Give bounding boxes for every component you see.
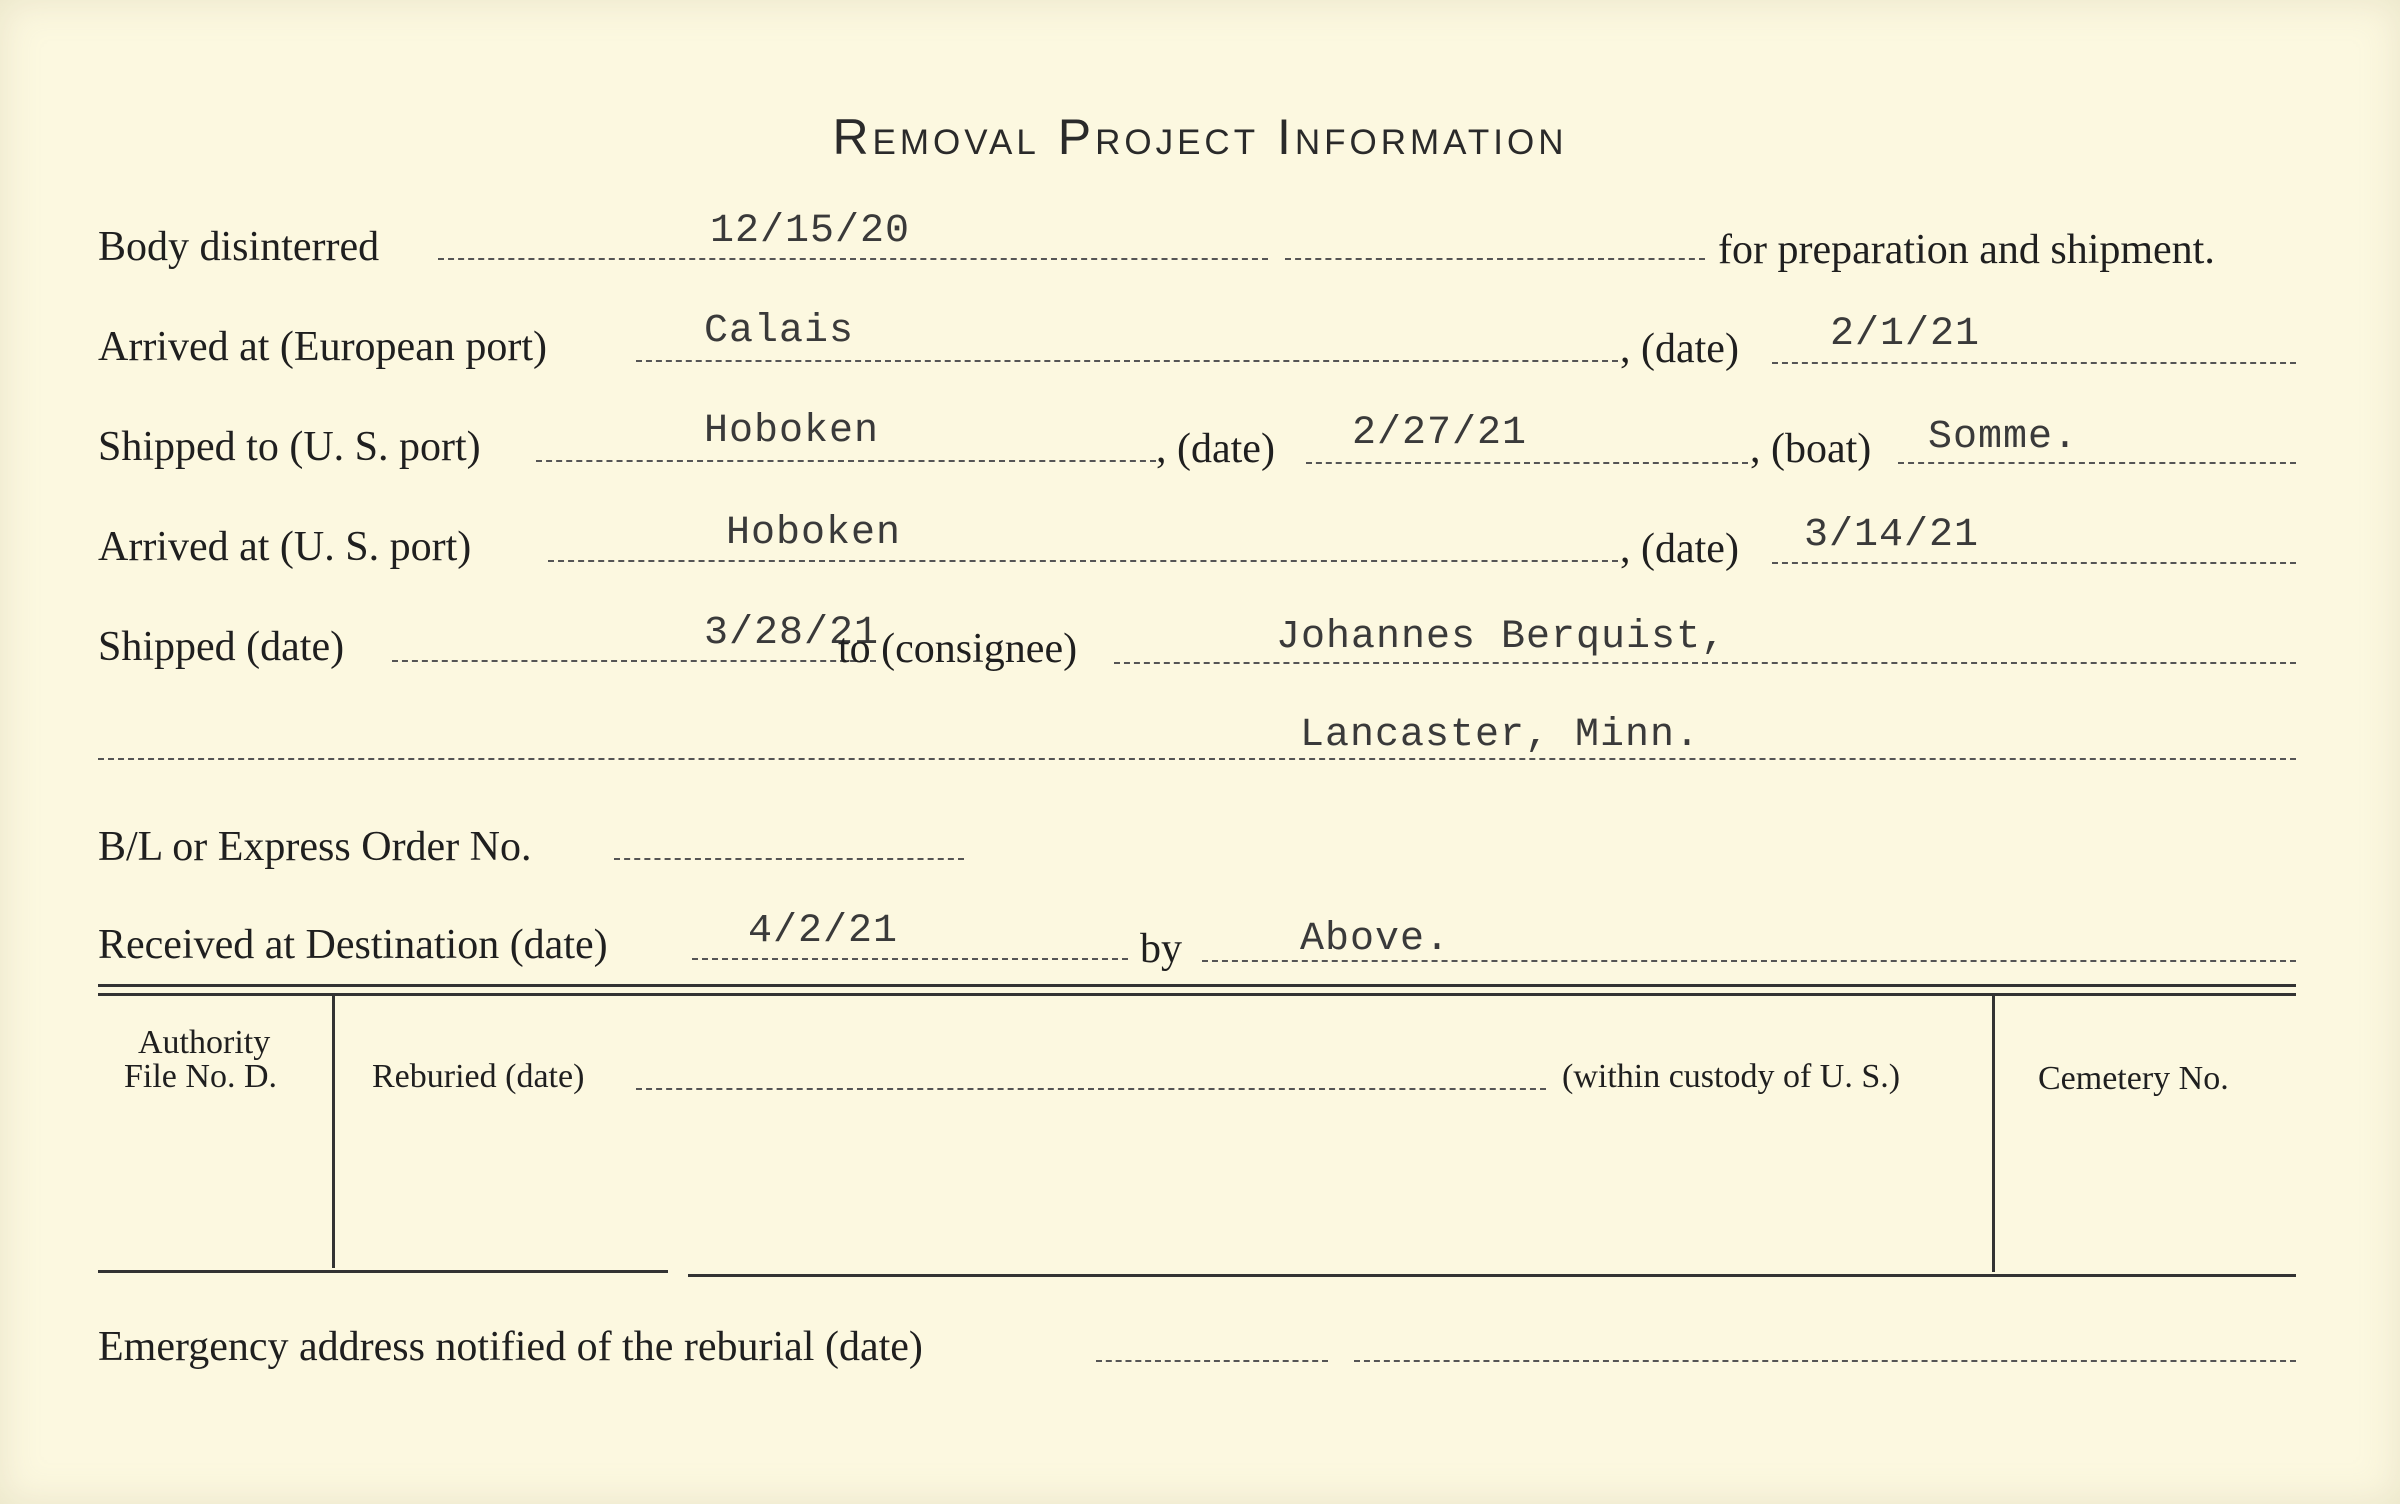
arrived-european-port-label: Arrived at (European port): [98, 324, 547, 370]
arrived-us-port-label: Arrived at (U. S. port): [98, 524, 472, 570]
shipped-us-port-line: [536, 460, 1156, 462]
emergency-line-1: [1096, 1360, 1328, 1362]
body-disinterred-line: [438, 258, 1268, 260]
body-disinterred-suffix: for preparation and shipment.: [1718, 227, 2215, 273]
authority-label-2: File No. D.: [124, 1058, 277, 1095]
table-top-rule-2: [98, 993, 2296, 996]
consignee-address-line: [98, 758, 2296, 760]
shipped-date-label: Shipped (date): [98, 624, 345, 670]
table-bottom-rule-2: [688, 1274, 2296, 1277]
shipped-us-date-line: [1306, 462, 1748, 464]
received-destination-date: 4/2/21: [748, 909, 899, 954]
boat-value: Somme.: [1928, 415, 2079, 460]
shipped-us-date-label: , (date): [1156, 426, 1275, 472]
arrived-european-date: 2/1/21: [1830, 312, 1981, 357]
consignee-line: [1114, 662, 2296, 664]
reburied-label: Reburied (date): [372, 1058, 585, 1095]
shipped-us-port-value: Hoboken: [704, 409, 880, 454]
boat-line: [1898, 462, 2296, 464]
arrived-us-date-line: [1772, 562, 2296, 564]
arrived-us-port-value: Hoboken: [726, 511, 902, 556]
arrived-us-date-label: , (date): [1620, 526, 1739, 572]
received-destination-label: Received at Destination (date): [98, 922, 608, 968]
table-divider-right: [1992, 996, 1995, 1272]
arrived-european-port-line: [636, 360, 1618, 362]
received-destination-line: [692, 958, 1128, 960]
emergency-line-2: [1354, 1360, 2296, 1362]
arrived-european-port-value: Calais: [704, 309, 855, 354]
arrived-european-date-line: [1772, 362, 2296, 364]
arrived-us-date: 3/14/21: [1804, 513, 1980, 558]
shipped-date-value: 3/28/21: [704, 611, 880, 656]
shipped-date-line: [392, 660, 876, 662]
bl-order-label: B/L or Express Order No.: [98, 824, 532, 870]
arrived-european-date-label: , (date): [1620, 326, 1739, 372]
emergency-address-label: Emergency address notified of the reburial (date): [98, 1324, 923, 1370]
consignee-address: Lancaster, Minn.: [1300, 713, 1701, 758]
cemetery-label: Cemetery No.: [2038, 1060, 2229, 1097]
reburied-line: [636, 1088, 1546, 1090]
by-value: Above.: [1300, 917, 1451, 962]
body-disinterred-label: Body disinterred: [98, 224, 380, 270]
body-disinterred-line-2: [1285, 258, 1705, 260]
boat-label: , (boat): [1750, 426, 1872, 472]
by-label: by: [1140, 926, 1182, 972]
consignee-label: to (consignee): [838, 626, 1078, 672]
shipped-us-date: 2/27/21: [1352, 411, 1528, 456]
authority-label-1: Authority: [138, 1024, 271, 1061]
form-title: Removal Project Information: [832, 109, 1568, 165]
table-divider-left: [332, 996, 335, 1268]
arrived-us-port-line: [548, 560, 1618, 562]
table-bottom-rule-1: [98, 1270, 668, 1273]
table-top-rule-1: [98, 984, 2296, 987]
shipped-us-port-label: Shipped to (U. S. port): [98, 424, 481, 470]
consignee-name: Johannes Berquist,: [1276, 615, 1727, 660]
custody-label: (within custody of U. S.): [1562, 1058, 1901, 1095]
bl-order-line: [614, 858, 964, 860]
body-disinterred-value: 12/15/20: [710, 209, 911, 254]
